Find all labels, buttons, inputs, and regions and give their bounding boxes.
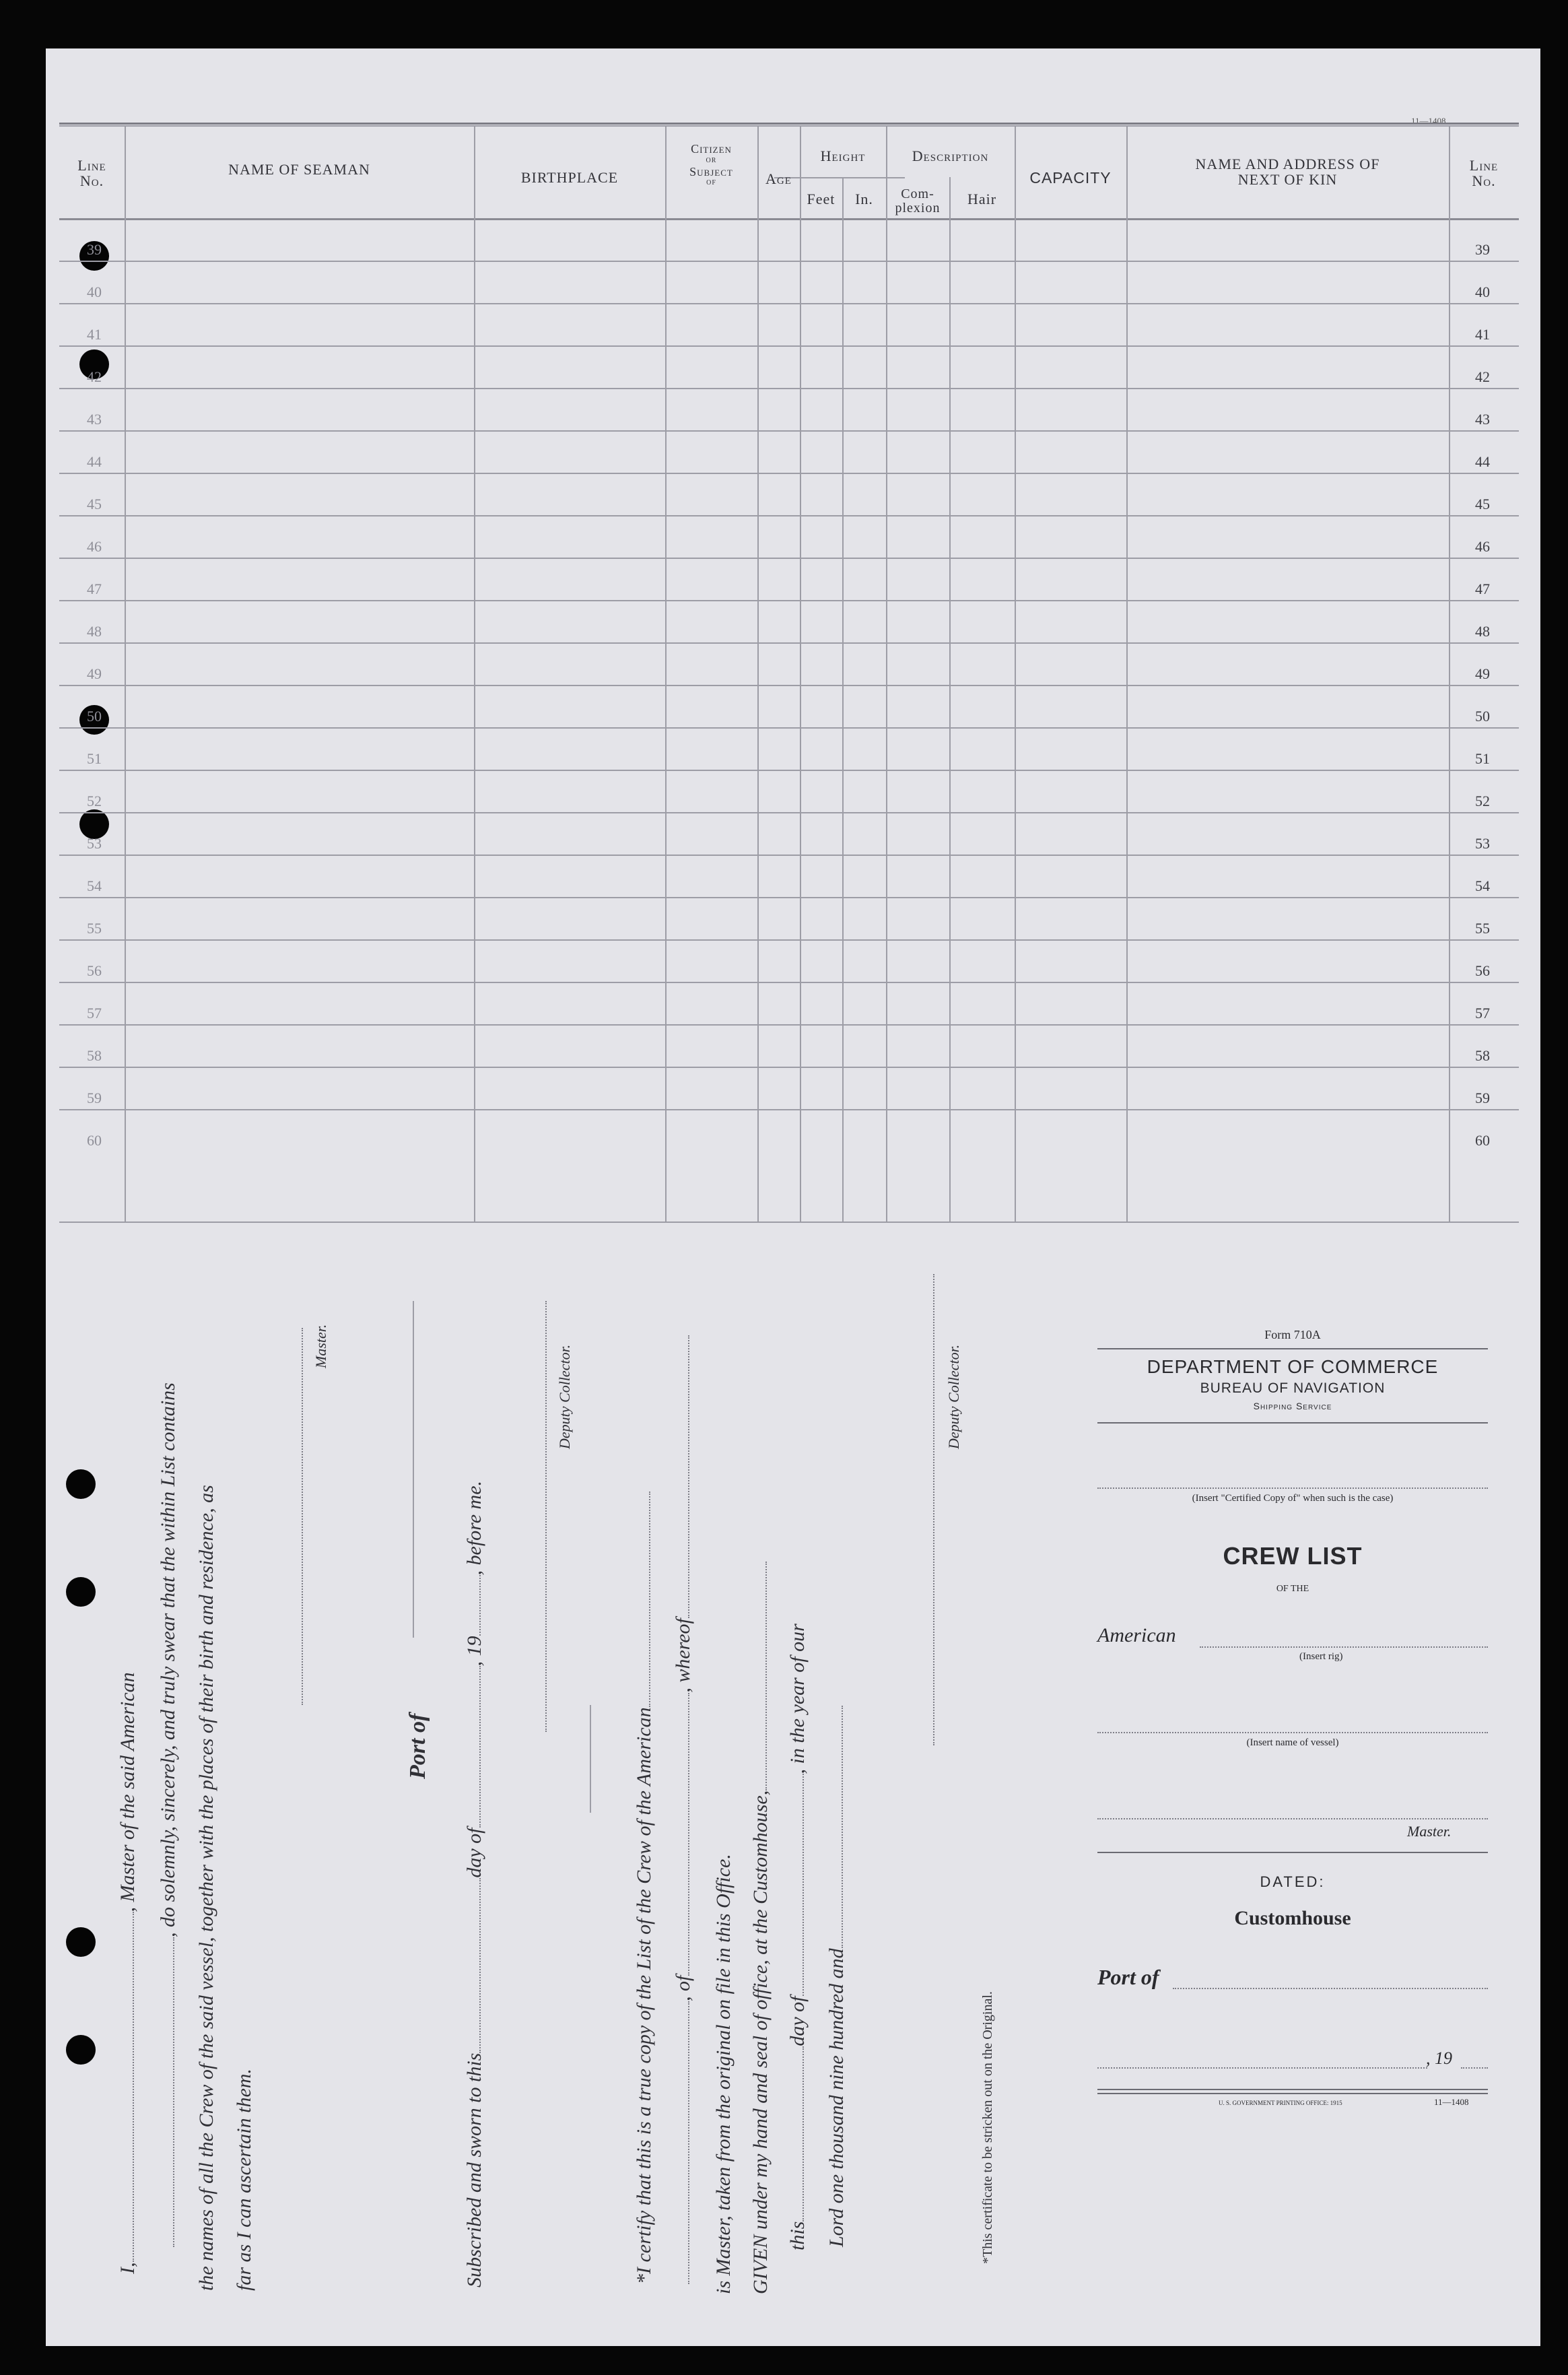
given-line: GIVEN under my hand and seal of office, at the Customhouse, bbox=[749, 1562, 772, 2294]
header-height: Height bbox=[820, 147, 866, 164]
line-number-right: 46 bbox=[1475, 538, 1490, 555]
line-number-left: 47 bbox=[87, 580, 102, 597]
line-number-right: 44 bbox=[1475, 453, 1490, 470]
line-number-left: 39 bbox=[87, 241, 102, 258]
line-number-left: 53 bbox=[87, 835, 102, 852]
table-row-divider bbox=[59, 685, 1519, 686]
deputy-collector-label-1: Deputy Collector. bbox=[556, 1344, 573, 1449]
header-hair: Hair bbox=[967, 191, 997, 207]
year-label: , 19 bbox=[1426, 2048, 1452, 2068]
cover-rule bbox=[1097, 2093, 1488, 2094]
line-number-left: 57 bbox=[87, 1005, 102, 1022]
line-number-right: 58 bbox=[1475, 1047, 1490, 1064]
deputy-collector-line-1 bbox=[545, 1301, 547, 1732]
oath-line-1: I,, Master of the said American bbox=[116, 1672, 139, 2274]
line-number-right: 50 bbox=[1475, 708, 1490, 725]
header-line-no-left: Line No. bbox=[77, 157, 106, 190]
form-code-top: 11—1408 bbox=[1411, 116, 1446, 126]
oath-line-3: the names of all the Crew of the said vessel, together with the places of their birth and residence, as bbox=[195, 1485, 217, 2291]
oath-line-4: far as I can ascertain them. bbox=[233, 2069, 255, 2291]
vessel-name-line bbox=[1097, 1732, 1488, 1733]
rig-line bbox=[1200, 1646, 1488, 1648]
table-row-divider bbox=[59, 558, 1519, 559]
line-number-left: 54 bbox=[87, 877, 102, 894]
table-row-divider bbox=[59, 473, 1519, 474]
department-title: DEPARTMENT OF COMMERCE bbox=[1147, 1356, 1439, 1377]
line-number-left: 48 bbox=[87, 623, 102, 640]
master-signature-line bbox=[302, 1328, 303, 1705]
subscribed-line: Subscribed and sworn to thisday of, 19, before me. bbox=[463, 1480, 485, 2287]
cover-rule bbox=[1097, 1422, 1488, 1424]
line-number-right: 48 bbox=[1475, 623, 1490, 640]
header-birthplace: BIRTHPLACE bbox=[520, 169, 619, 186]
line-number-right: 40 bbox=[1475, 283, 1490, 300]
line-number-left: 60 bbox=[87, 1132, 102, 1149]
header-line-no-right: Line No. bbox=[1469, 157, 1499, 190]
table-row-divider bbox=[59, 812, 1519, 813]
customhouse-label: Customhouse bbox=[1234, 1907, 1351, 1929]
line-number-left: 46 bbox=[87, 538, 102, 555]
insert-rig-note: (Insert rig) bbox=[1299, 1651, 1343, 1662]
table-row-divider bbox=[59, 261, 1519, 262]
deputy-collector-label-2: Deputy Collector. bbox=[945, 1344, 962, 1449]
line-number-right: 59 bbox=[1475, 1090, 1490, 1106]
table-row-divider bbox=[59, 600, 1519, 601]
line-number-right: 49 bbox=[1475, 665, 1490, 682]
master-label-cover: Master. bbox=[1407, 1823, 1452, 1840]
header-complexion: Com- plexion bbox=[895, 187, 941, 215]
american-label: American bbox=[1097, 1624, 1176, 1646]
table-row-divider bbox=[59, 1067, 1519, 1068]
master-label: Master. bbox=[312, 1324, 329, 1368]
port-line bbox=[1173, 1988, 1488, 1989]
table-row-divider bbox=[59, 303, 1519, 304]
port-of-line bbox=[413, 1301, 414, 1638]
line-number-right: 43 bbox=[1475, 411, 1490, 428]
short-rule bbox=[590, 1705, 591, 1813]
table-row-divider bbox=[59, 939, 1519, 941]
line-number-left: 52 bbox=[87, 793, 102, 809]
table-row-divider bbox=[59, 642, 1519, 644]
line-number-left: 49 bbox=[87, 665, 102, 682]
table-row-divider bbox=[59, 897, 1519, 898]
line-number-right: 54 bbox=[1475, 877, 1490, 894]
master-line bbox=[1097, 1818, 1488, 1819]
line-number-left: 56 bbox=[87, 962, 102, 979]
service-title: Shipping Service bbox=[1253, 1401, 1332, 1411]
line-number-right: 42 bbox=[1475, 368, 1490, 385]
line-number-right: 51 bbox=[1475, 750, 1490, 767]
header-name-of-seaman: NAME OF SEAMAN bbox=[228, 161, 370, 178]
table-row-divider bbox=[59, 388, 1519, 389]
header-description: Description bbox=[912, 147, 989, 164]
oath-line-2: , do solemnly, sincerely, and truly swear that the within List contains bbox=[157, 1382, 180, 2247]
header-next-of-kin: NAME AND ADDRESS OF NEXT OF KIN bbox=[1195, 156, 1380, 189]
punch-hole bbox=[66, 1927, 96, 1957]
certify-line-2: , of, whereof bbox=[672, 1335, 695, 2284]
header-citizen: Citizen or Subject of bbox=[689, 142, 733, 188]
line-number-left: 41 bbox=[87, 326, 102, 343]
punch-hole bbox=[66, 1577, 96, 1607]
line-number-left: 55 bbox=[87, 920, 102, 937]
line-number-left: 59 bbox=[87, 1090, 102, 1106]
certified-copy-line bbox=[1097, 1487, 1488, 1489]
line-number-right: 57 bbox=[1475, 1005, 1490, 1022]
crew-list-title: CREW LIST bbox=[1223, 1542, 1363, 1570]
date-line bbox=[1097, 2067, 1427, 2069]
table-row-divider bbox=[59, 430, 1519, 432]
line-number-left: 40 bbox=[87, 283, 102, 300]
line-number-right: 53 bbox=[1475, 835, 1490, 852]
header-capacity: CAPACITY bbox=[1029, 169, 1112, 187]
line-number-right: 52 bbox=[1475, 793, 1490, 809]
table-row-divider bbox=[59, 515, 1519, 516]
cover-rule bbox=[1097, 2089, 1488, 2090]
document-sheet bbox=[46, 48, 1540, 2346]
table-row-divider bbox=[59, 345, 1519, 347]
line-number-right: 45 bbox=[1475, 496, 1490, 512]
port-of-label-cover: Port of bbox=[1097, 1965, 1159, 1989]
header-inches: In. bbox=[855, 191, 873, 207]
line-number-right: 41 bbox=[1475, 326, 1490, 343]
table-row-divider bbox=[59, 855, 1519, 856]
form-number: Form 710A bbox=[1264, 1328, 1321, 1341]
punch-hole bbox=[66, 1469, 96, 1499]
table-row-divider bbox=[59, 770, 1519, 771]
bureau-title: BUREAU OF NAVIGATION bbox=[1200, 1380, 1386, 1396]
line-number-right: 55 bbox=[1475, 920, 1490, 937]
line-number-right: 39 bbox=[1475, 241, 1490, 258]
header-age: Age bbox=[765, 170, 792, 187]
table-row-divider bbox=[59, 727, 1519, 729]
cover-rule bbox=[1097, 1348, 1488, 1349]
punch-hole bbox=[66, 2035, 96, 2065]
header-feet: Feet bbox=[807, 191, 836, 207]
insert-vessel-note: (Insert name of vessel) bbox=[1246, 1737, 1339, 1748]
line-number-right: 47 bbox=[1475, 580, 1490, 597]
deputy-collector-line-2 bbox=[933, 1274, 934, 1745]
cover-panel bbox=[1097, 1328, 1535, 2271]
line-number-left: 50 bbox=[87, 708, 102, 725]
lord-line: Lord one thousand nine hundred and bbox=[825, 1706, 848, 2247]
table-row-divider bbox=[59, 982, 1519, 983]
crew-table bbox=[59, 123, 1519, 1224]
certify-line-3: is Master, taken from the original on file in this Office. bbox=[712, 1854, 735, 2294]
cover-rule bbox=[1097, 1852, 1488, 1853]
insert-certified-note: (Insert "Certified Copy of" when such is the case) bbox=[1192, 1493, 1394, 1504]
line-number-left: 45 bbox=[87, 496, 102, 512]
line-number-left: 58 bbox=[87, 1047, 102, 1064]
port-of-label: Port of bbox=[405, 1713, 430, 1779]
table-row-divider bbox=[59, 1109, 1519, 1110]
table-row-divider bbox=[59, 1024, 1519, 1026]
line-number-right: 56 bbox=[1475, 962, 1490, 979]
dated-label: DATED: bbox=[1260, 1873, 1326, 1890]
printer-line: U. S. GOVERNMENT PRINTING OFFICE: 1915 bbox=[1219, 2100, 1342, 2106]
line-number-left: 51 bbox=[87, 750, 102, 767]
of-the-label: OF THE bbox=[1276, 1584, 1309, 1594]
year-line bbox=[1461, 2067, 1488, 2069]
form-code-bottom: 11—1408 bbox=[1434, 2097, 1469, 2107]
line-number-right: 60 bbox=[1475, 1132, 1490, 1149]
footnote: *This certificate to be stricken out on the Original. bbox=[980, 1991, 995, 2264]
line-number-left: 42 bbox=[87, 368, 102, 385]
line-number-left: 43 bbox=[87, 411, 102, 428]
line-number-left: 44 bbox=[87, 453, 102, 470]
given-this-line: thisday of, in the year of our bbox=[786, 1624, 809, 2250]
certify-line-1: *I certify that this is a true copy of the List of the Crew of the American bbox=[633, 1492, 656, 2284]
